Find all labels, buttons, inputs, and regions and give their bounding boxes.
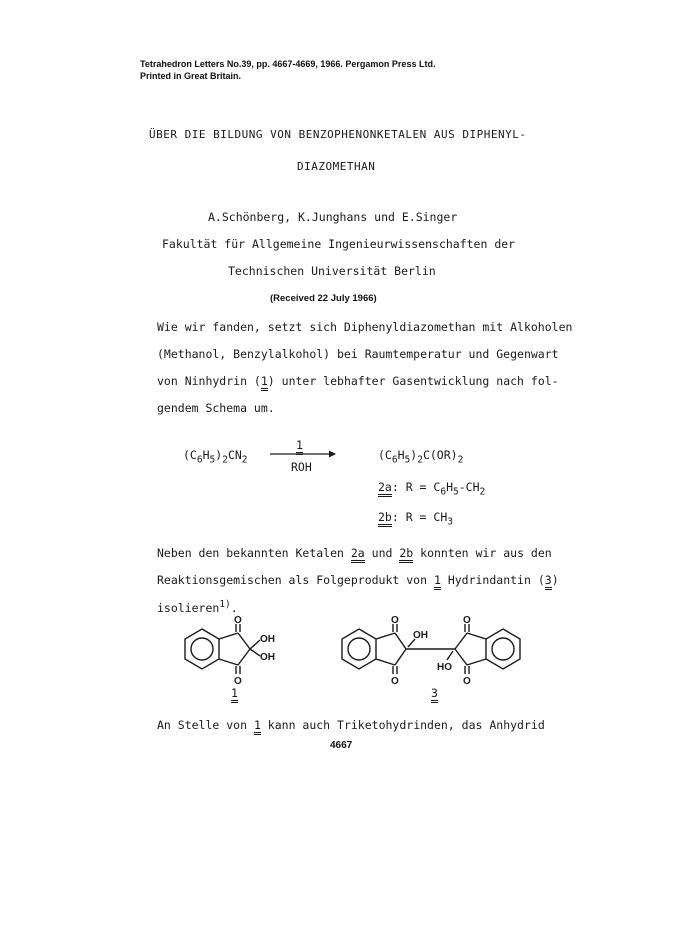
scheme-arrow-top-label: 1 — [296, 438, 303, 452]
scheme-product: $(C_6H_5)_2C(OR)_2$ — [378, 448, 464, 466]
s1-oxygen-bottom: O — [234, 676, 242, 687]
paper-title-line-2: DIAZOMETHAN — [297, 160, 376, 173]
ref-compound-1: 1 — [261, 374, 268, 391]
paper-title-line-1: ÜBER DIE BILDUNG VON BENZOPHENONKETALEN AUS DIPHENYL- — [149, 128, 527, 141]
s1-oxygen-top: O — [234, 615, 242, 626]
paragraph-3-line-1: An Stelle von 1 kann auch Triketohydrinden, das Anhydrid — [157, 718, 545, 732]
s3-hydroxyl-left: OH — [413, 630, 428, 641]
s3-oxygen-bottom-right: O — [463, 676, 471, 687]
structure-3-label: 3 — [431, 686, 438, 700]
paragraph-1-line-1: Wie wir fanden, setzt sich Diphenyldiazomethan mit Alkoholen — [157, 320, 573, 334]
scheme-product-2b: 2b: $R = CH_3$ — [378, 510, 453, 528]
s3-oxygen-top-right: O — [463, 615, 471, 626]
citation-line-2: Printed in Great Britain. — [140, 71, 242, 81]
s3-oxygen-top-left: O — [391, 615, 399, 626]
paragraph-2-line-1: Neben den bekannten Ketalen 2a und 2b konnten wir aus den — [157, 546, 552, 560]
paragraph-2-line-3: isolieren$^{1)}$. — [157, 599, 238, 615]
structure-ninhydrin — [178, 612, 298, 702]
paragraph-1-line-4: gendem Schema um. — [157, 401, 275, 415]
s1-hydroxyl-bottom: OH — [260, 652, 275, 663]
received-date: (Received 22 July 1966) — [270, 293, 377, 304]
affiliation-line-1: Fakultät für Allgemeine Ingenieurwissenschaften der — [162, 237, 516, 251]
paragraph-1-line-3: von Ninhydrin (1) unter lebhafter Gasentwicklung nach fol- — [157, 374, 559, 388]
authors: A.Schönberg, K.Junghans und E.Singer — [208, 210, 458, 224]
s3-oxygen-bottom-left: O — [391, 676, 399, 687]
scheme-arrow-bottom-label: ROH — [291, 460, 312, 474]
affiliation-line-2: Technischen Universität Berlin — [228, 264, 436, 278]
paragraph-2-line-2: Reaktionsgemischen als Folgeprodukt von 1 Hydrindantin (3) — [157, 573, 559, 587]
page-number: 4667 — [330, 740, 353, 751]
s3-hydroxyl-right: HO — [437, 662, 452, 673]
reaction-arrow — [270, 449, 336, 459]
scheme-reactant: $(C_6H_5)_2CN_2$ — [183, 448, 248, 466]
s1-hydroxyl-top: OH — [260, 634, 275, 645]
structure-1-label: 1 — [231, 686, 238, 700]
paragraph-1-line-2: (Methanol, Benzylalkohol) bei Raumtemperatur und Gegenwart — [157, 347, 559, 361]
scheme-product-2a: 2a: $R = C_6H_5-CH_2$ — [378, 480, 486, 498]
citation-line-1: Tetrahedron Letters No.39, pp. 4667-4669, 1966. Pergamon Press Ltd. — [140, 59, 436, 69]
